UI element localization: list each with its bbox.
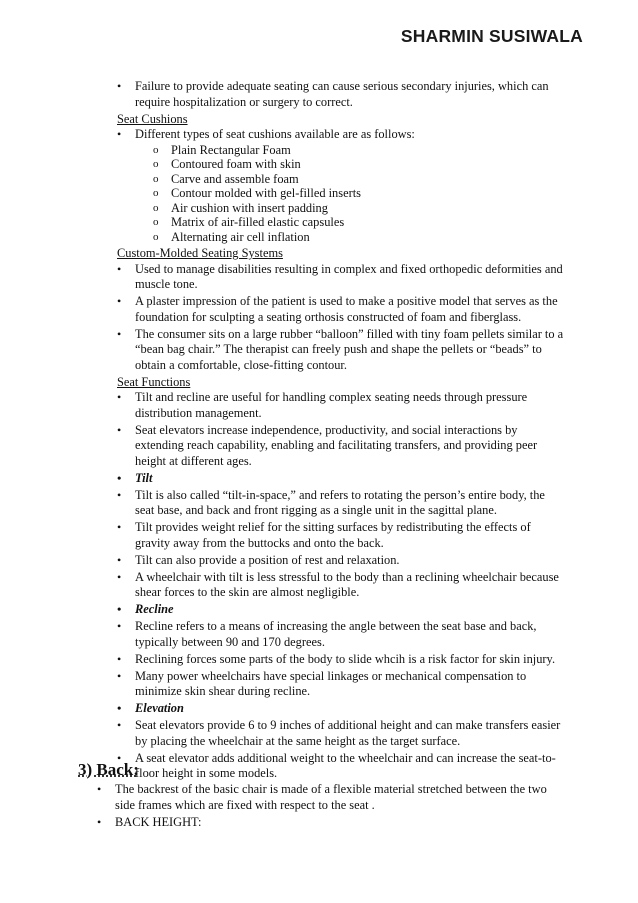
list-item [117, 127, 567, 245]
list-item: • Recline refers to a means of increasing the angle between the seat base and back, typically between 90 and 170 degrees. [117, 619, 567, 650]
list-item: • Failure to provide adequate seating can cause serious secondary injuries, which can require hospitalization or surgery to correct. [117, 79, 567, 110]
list-item: • Tilt provides weight relief for the sitting surfaces by redistributing the effects of gravity away from the buttocks and onto the back. [117, 520, 567, 551]
list-item: • BACK HEIGHT: [97, 815, 557, 831]
list-item: • Tilt and recline are useful for handling complex seating needs through pressure distribution management. [117, 390, 567, 421]
cushion-type-item: o Contour molded with gel-filled inserts [153, 186, 567, 201]
back-list [97, 782, 557, 830]
list-item: • A seat elevator adds additional weight to the wheelchair and can increase the seat-to-floor height in some models. [117, 751, 567, 782]
elevation-subheading: • Elevation [117, 701, 567, 717]
list-item: • Used to manage disabilities resulting in complex and fixed orthopedic deformities and muscle tone. [117, 262, 567, 293]
cushion-type-item: o Matrix of air-filled elastic capsules [153, 215, 567, 230]
list-item: • A wheelchair with tilt is less stressful to the body than a reclining wheelchair because shear forces to the skin are almost negligible. [117, 570, 567, 601]
seat-functions-heading: Seat Functions [117, 374, 191, 389]
intro-list [117, 79, 567, 110]
list-item: • Tilt can also provide a position of rest and relaxation. [117, 553, 567, 569]
document-body [117, 79, 567, 783]
custom-molded-heading: Custom-Molded Seating Systems [117, 246, 283, 261]
cushion-type-item: o Contoured foam with skin [153, 157, 567, 172]
back-section-body [97, 782, 557, 832]
tilt-subheading: • Tilt [117, 471, 567, 487]
cushion-type-item: o Plain Rectangular Foam [153, 143, 567, 158]
list-item: • Seat elevators provide 6 to 9 inches of additional height and can make transfers easier by placing the wheelchair at the same height as the target surface. [117, 718, 567, 749]
seat-cushions-list [117, 127, 567, 245]
list-item: • The consumer sits on a large rubber “balloon” filled with tiny foam pellets similar to a “bean bag chair.” The therapist can freely push and shape the pellets or “beads” to obtain a comfortable, close-fitting contour. [117, 327, 567, 374]
list-item: • A plaster impression of the patient is used to make a positive model that serves as the foundation for sculpting a seating orthosis constructed of foam and fiberglass. [117, 294, 567, 325]
cushion-type-item: o Alternating air cell inflation [153, 230, 567, 245]
list-item: • The backrest of the basic chair is made of a flexible material stretched between the two side frames which are fixed with respect to the seat . [97, 782, 557, 813]
list-item: • Seat elevators increase independence, productivity, and social interactions by extending reach capability, enabling and facilitating transfers, and providing peer height at different ages. [117, 423, 567, 470]
cushion-types-list [135, 143, 567, 245]
list-item: • Many power wheelchairs have special linkages or mechanical compensation to minimize skin shear during recline. [117, 669, 567, 700]
list-item: • Tilt is also called “tilt-in-space,” and refers to rotating the person’s entire body, the seat base, and back and front rigging as a single unit in the sagittal plane. [117, 488, 567, 519]
cushion-type-item: o Carve and assemble foam [153, 172, 567, 187]
cushion-type-item: o Air cushion with insert padding [153, 201, 567, 216]
list-item: • Reclining forces some parts of the body to slide whcih is a risk factor for skin injury. [117, 652, 567, 668]
seat-functions-list [117, 390, 567, 782]
back-section-title: 3) Back: [78, 760, 139, 779]
page-header-author: SHARMIN SUSIWALA [400, 26, 583, 46]
recline-subheading: • Recline [117, 602, 567, 618]
seat-cushions-heading: Seat Cushions [117, 111, 188, 126]
seat-cushions-bullet-text: Different types of seat cushions available are as follows: [135, 127, 415, 141]
custom-molded-list [117, 262, 567, 374]
